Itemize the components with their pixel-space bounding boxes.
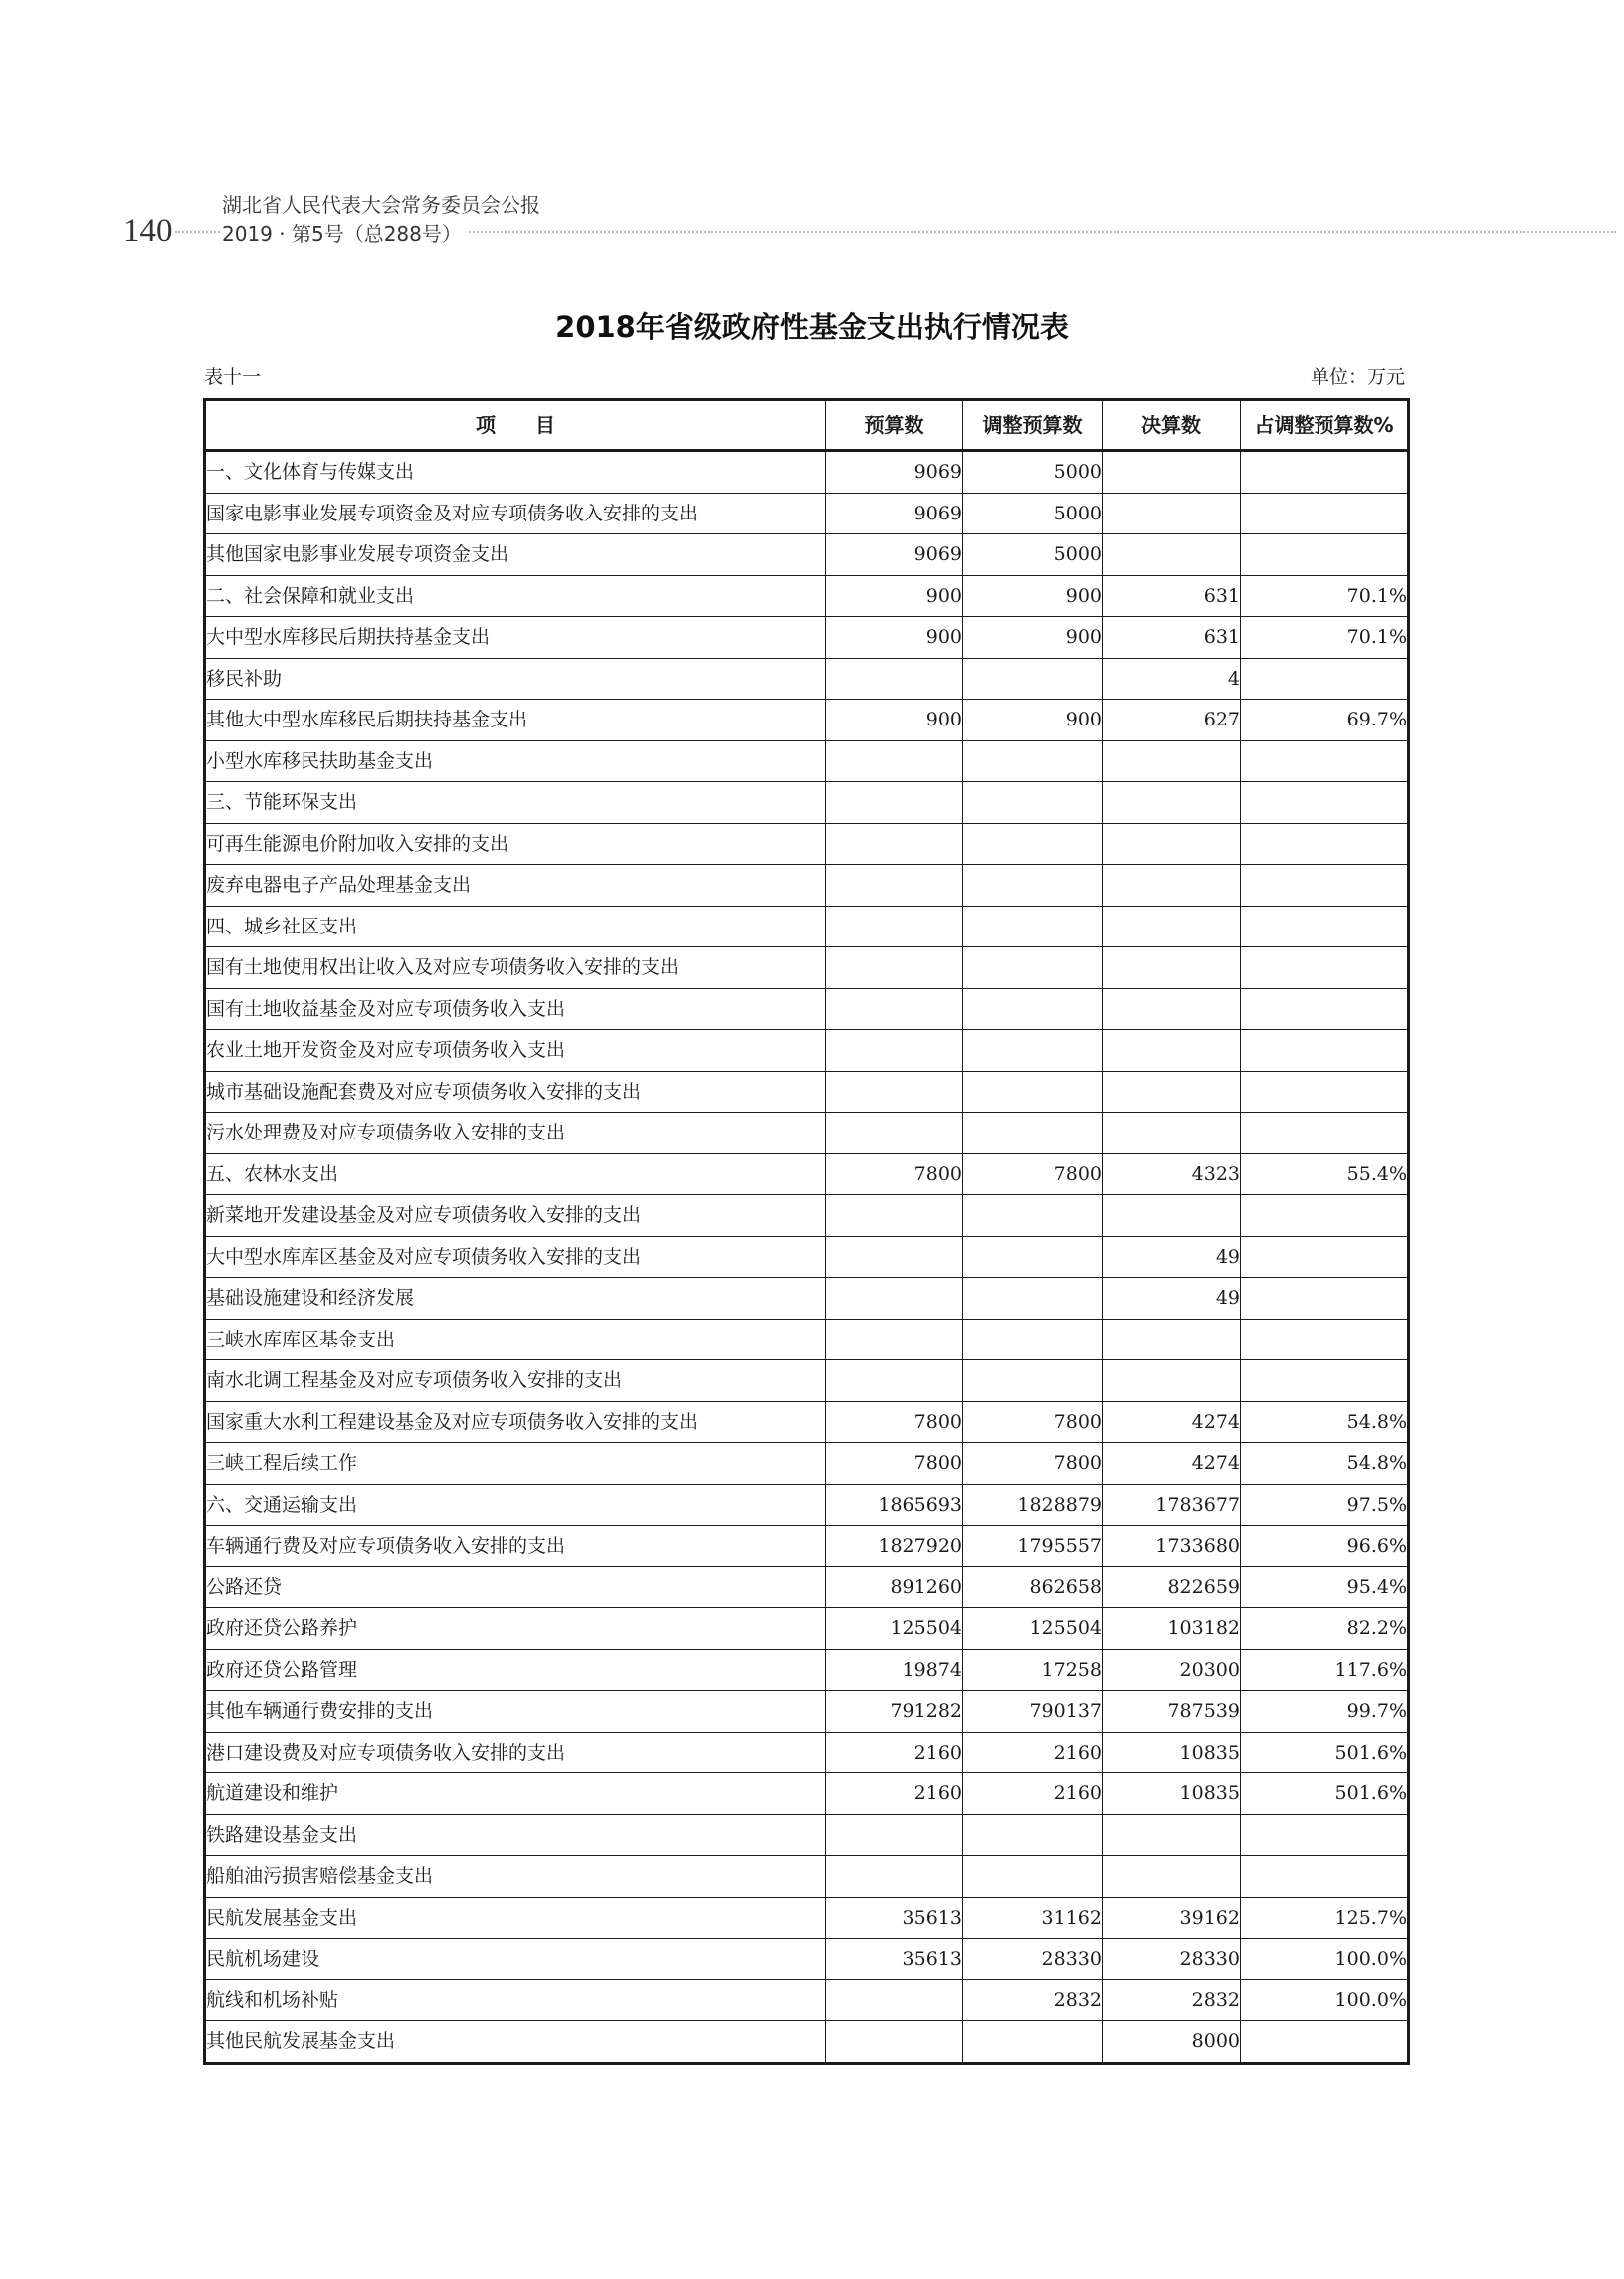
row-item: 航道建设和维护 bbox=[205, 1773, 826, 1815]
row-item: 其他车辆通行费安排的支出 bbox=[205, 1691, 826, 1733]
row-final: 627 bbox=[1103, 700, 1241, 741]
row-percent bbox=[1241, 1360, 1409, 1402]
table-row bbox=[205, 947, 1409, 989]
row-item: 港口建设费及对应专项债务收入安排的支出 bbox=[205, 1732, 826, 1773]
row-budget: 900 bbox=[826, 700, 963, 741]
table-row bbox=[205, 1732, 1409, 1773]
row-final: 822659 bbox=[1103, 1566, 1241, 1608]
row-item: 其他大中型水库移民后期扶持基金支出 bbox=[205, 700, 826, 741]
row-adjusted: 5000 bbox=[963, 493, 1103, 534]
row-percent bbox=[1241, 1113, 1409, 1154]
table-row bbox=[205, 1278, 1409, 1320]
table-row bbox=[205, 823, 1409, 865]
row-percent: 96.6% bbox=[1241, 1526, 1409, 1567]
row-adjusted: 17258 bbox=[963, 1649, 1103, 1691]
table-row bbox=[205, 1153, 1409, 1195]
row-adjusted bbox=[963, 988, 1103, 1030]
row-budget: 35613 bbox=[826, 1897, 963, 1939]
row-percent: 501.6% bbox=[1241, 1773, 1409, 1815]
row-final: 787539 bbox=[1103, 1691, 1241, 1733]
table-row bbox=[205, 1030, 1409, 1072]
table-row bbox=[205, 451, 1409, 494]
row-percent: 100.0% bbox=[1241, 1979, 1409, 2021]
row-budget bbox=[826, 1071, 963, 1113]
row-percent: 117.6% bbox=[1241, 1649, 1409, 1691]
row-budget: 7800 bbox=[826, 1443, 963, 1485]
row-percent bbox=[1241, 2021, 1409, 2064]
row-percent: 54.8% bbox=[1241, 1401, 1409, 1443]
document-title: 2018年省级政府性基金支出执行情况表 bbox=[555, 311, 1069, 344]
row-percent bbox=[1241, 1278, 1409, 1320]
row-item: 基础设施建设和经济发展 bbox=[205, 1278, 826, 1320]
row-item: 三峡工程后续工作 bbox=[205, 1443, 826, 1485]
row-item: 铁路建设基金支出 bbox=[205, 1814, 826, 1856]
row-final: 4274 bbox=[1103, 1443, 1241, 1485]
table-row bbox=[205, 1484, 1409, 1526]
row-final: 10835 bbox=[1103, 1732, 1241, 1773]
column-header-item: 项 目 bbox=[205, 400, 826, 451]
row-final bbox=[1103, 1814, 1241, 1856]
row-adjusted bbox=[963, 1278, 1103, 1320]
row-budget: 125504 bbox=[826, 1608, 963, 1650]
row-final bbox=[1103, 1113, 1241, 1154]
table-row bbox=[205, 906, 1409, 947]
table-row bbox=[205, 1526, 1409, 1567]
row-adjusted bbox=[963, 1814, 1103, 1856]
row-adjusted: 900 bbox=[963, 700, 1103, 741]
row-adjusted bbox=[963, 1856, 1103, 1898]
row-item: 新菜地开发建设基金及对应专项债务收入安排的支出 bbox=[205, 1195, 826, 1237]
row-adjusted: 790137 bbox=[963, 1691, 1103, 1733]
table-row bbox=[205, 1608, 1409, 1650]
row-percent bbox=[1241, 1319, 1409, 1360]
row-budget: 7800 bbox=[826, 1153, 963, 1195]
table-row bbox=[205, 1236, 1409, 1278]
row-adjusted: 5000 bbox=[963, 451, 1103, 494]
row-final bbox=[1103, 1071, 1241, 1113]
row-item: 三、节能环保支出 bbox=[205, 782, 826, 824]
row-budget: 1827920 bbox=[826, 1526, 963, 1567]
row-adjusted: 1828879 bbox=[963, 1484, 1103, 1526]
row-budget: 7800 bbox=[826, 1401, 963, 1443]
row-final: 39162 bbox=[1103, 1897, 1241, 1939]
row-adjusted bbox=[963, 782, 1103, 824]
row-item: 农业土地开发资金及对应专项债务收入支出 bbox=[205, 1030, 826, 1072]
table-row bbox=[205, 1113, 1409, 1154]
row-final: 10835 bbox=[1103, 1773, 1241, 1815]
table-header-row bbox=[205, 400, 1409, 451]
table-row bbox=[205, 2021, 1409, 2064]
journal-name: 湖北省人民代表大会常务委员会公报 bbox=[222, 193, 540, 217]
row-final: 2832 bbox=[1103, 1979, 1241, 2021]
row-percent: 501.6% bbox=[1241, 1732, 1409, 1773]
row-item: 其他民航发展基金支出 bbox=[205, 2021, 826, 2064]
row-adjusted: 2160 bbox=[963, 1732, 1103, 1773]
row-item: 可再生能源电价附加收入安排的支出 bbox=[205, 823, 826, 865]
row-item: 政府还贷公路管理 bbox=[205, 1649, 826, 1691]
row-final bbox=[1103, 865, 1241, 907]
row-final bbox=[1103, 1030, 1241, 1072]
row-budget: 891260 bbox=[826, 1566, 963, 1608]
row-final: 20300 bbox=[1103, 1649, 1241, 1691]
row-item: 污水处理费及对应专项债务收入安排的支出 bbox=[205, 1113, 826, 1154]
row-budget bbox=[826, 1814, 963, 1856]
row-item: 其他国家电影事业发展专项资金支出 bbox=[205, 534, 826, 576]
table-row bbox=[205, 617, 1409, 659]
row-item: 船舶油污损害赔偿基金支出 bbox=[205, 1856, 826, 1898]
row-final: 49 bbox=[1103, 1236, 1241, 1278]
row-percent: 70.1% bbox=[1241, 575, 1409, 617]
table-row bbox=[205, 865, 1409, 907]
row-adjusted: 900 bbox=[963, 617, 1103, 659]
row-adjusted bbox=[963, 658, 1103, 700]
row-percent bbox=[1241, 1195, 1409, 1237]
row-final bbox=[1103, 1195, 1241, 1237]
row-item: 小型水库移民扶助基金支出 bbox=[205, 740, 826, 782]
row-adjusted bbox=[963, 1319, 1103, 1360]
row-adjusted bbox=[963, 1195, 1103, 1237]
row-percent bbox=[1241, 1814, 1409, 1856]
row-percent bbox=[1241, 988, 1409, 1030]
row-item: 移民补助 bbox=[205, 658, 826, 700]
column-header-final: 决算数 bbox=[1103, 400, 1241, 451]
row-budget bbox=[826, 1236, 963, 1278]
table-row bbox=[205, 782, 1409, 824]
row-percent bbox=[1241, 493, 1409, 534]
row-budget bbox=[826, 782, 963, 824]
row-item: 航线和机场补贴 bbox=[205, 1979, 826, 2021]
row-percent bbox=[1241, 906, 1409, 947]
row-adjusted bbox=[963, 1236, 1103, 1278]
row-item: 废弃电器电子产品处理基金支出 bbox=[205, 865, 826, 907]
row-percent bbox=[1241, 534, 1409, 576]
row-final: 4 bbox=[1103, 658, 1241, 700]
row-final bbox=[1103, 1319, 1241, 1360]
table-label: 表十一 bbox=[204, 366, 262, 388]
row-final: 1733680 bbox=[1103, 1526, 1241, 1567]
row-adjusted: 7800 bbox=[963, 1443, 1103, 1485]
row-budget: 791282 bbox=[826, 1691, 963, 1733]
row-budget bbox=[826, 1113, 963, 1154]
table-row bbox=[205, 1773, 1409, 1815]
row-final: 631 bbox=[1103, 617, 1241, 659]
row-item: 民航发展基金支出 bbox=[205, 1897, 826, 1939]
row-budget: 9069 bbox=[826, 493, 963, 534]
row-final: 8000 bbox=[1103, 2021, 1241, 2064]
row-final bbox=[1103, 1360, 1241, 1402]
row-item: 国家电影事业发展专项资金及对应专项债务收入安排的支出 bbox=[205, 493, 826, 534]
table-row bbox=[205, 575, 1409, 617]
table-row bbox=[205, 1814, 1409, 1856]
row-budget bbox=[826, 1195, 963, 1237]
row-adjusted: 900 bbox=[963, 575, 1103, 617]
column-header-budget: 预算数 bbox=[826, 400, 963, 451]
row-final: 4274 bbox=[1103, 1401, 1241, 1443]
row-percent bbox=[1241, 740, 1409, 782]
table-row bbox=[205, 658, 1409, 700]
row-adjusted: 2160 bbox=[963, 1773, 1103, 1815]
row-budget bbox=[826, 1319, 963, 1360]
row-budget bbox=[826, 740, 963, 782]
row-adjusted bbox=[963, 947, 1103, 989]
table-row bbox=[205, 1319, 1409, 1360]
row-adjusted bbox=[963, 906, 1103, 947]
row-budget bbox=[826, 1979, 963, 2021]
row-budget: 9069 bbox=[826, 534, 963, 576]
row-adjusted: 5000 bbox=[963, 534, 1103, 576]
table-row bbox=[205, 988, 1409, 1030]
row-item: 六、交通运输支出 bbox=[205, 1484, 826, 1526]
table-row bbox=[205, 1071, 1409, 1113]
row-item: 大中型水库库区基金及对应专项债务收入安排的支出 bbox=[205, 1236, 826, 1278]
unit-label: 单位：万元 bbox=[1310, 366, 1405, 388]
row-percent bbox=[1241, 823, 1409, 865]
row-adjusted bbox=[963, 865, 1103, 907]
row-final bbox=[1103, 451, 1241, 494]
row-item: 大中型水库移民后期扶持基金支出 bbox=[205, 617, 826, 659]
row-percent: 125.7% bbox=[1241, 1897, 1409, 1939]
row-adjusted bbox=[963, 2021, 1103, 2064]
row-percent: 69.7% bbox=[1241, 700, 1409, 741]
column-header-percent: 占调整预算数% bbox=[1241, 400, 1409, 451]
row-budget: 2160 bbox=[826, 1732, 963, 1773]
row-final bbox=[1103, 988, 1241, 1030]
row-item: 国有土地收益基金及对应专项债务收入支出 bbox=[205, 988, 826, 1030]
row-item: 四、城乡社区支出 bbox=[205, 906, 826, 947]
row-percent: 54.8% bbox=[1241, 1443, 1409, 1485]
row-adjusted: 7800 bbox=[963, 1401, 1103, 1443]
row-budget: 9069 bbox=[826, 451, 963, 494]
row-adjusted bbox=[963, 1360, 1103, 1402]
row-budget bbox=[826, 658, 963, 700]
row-adjusted: 7800 bbox=[963, 1153, 1103, 1195]
row-percent: 82.2% bbox=[1241, 1608, 1409, 1650]
row-adjusted bbox=[963, 1071, 1103, 1113]
row-budget bbox=[826, 906, 963, 947]
page-number: 140 bbox=[123, 213, 173, 249]
row-budget: 900 bbox=[826, 617, 963, 659]
row-adjusted: 31162 bbox=[963, 1897, 1103, 1939]
table-row bbox=[205, 740, 1409, 782]
row-percent: 95.4% bbox=[1241, 1566, 1409, 1608]
row-budget bbox=[826, 865, 963, 907]
row-adjusted: 862658 bbox=[963, 1566, 1103, 1608]
row-item: 政府还贷公路养护 bbox=[205, 1608, 826, 1650]
row-budget bbox=[826, 823, 963, 865]
row-final: 103182 bbox=[1103, 1608, 1241, 1650]
row-final bbox=[1103, 823, 1241, 865]
table-row bbox=[205, 1979, 1409, 2021]
row-budget: 19874 bbox=[826, 1649, 963, 1691]
row-percent: 100.0% bbox=[1241, 1939, 1409, 1980]
row-percent bbox=[1241, 658, 1409, 700]
row-item: 车辆通行费及对应专项债务收入安排的支出 bbox=[205, 1526, 826, 1567]
table-row bbox=[205, 700, 1409, 741]
row-item: 城市基础设施配套费及对应专项债务收入安排的支出 bbox=[205, 1071, 826, 1113]
row-final bbox=[1103, 782, 1241, 824]
row-final bbox=[1103, 534, 1241, 576]
row-item: 五、农林水支出 bbox=[205, 1153, 826, 1195]
row-percent bbox=[1241, 451, 1409, 494]
table-row bbox=[205, 1939, 1409, 1980]
row-item: 国有土地使用权出让收入及对应专项债务收入安排的支出 bbox=[205, 947, 826, 989]
row-final: 631 bbox=[1103, 575, 1241, 617]
row-percent bbox=[1241, 1030, 1409, 1072]
row-final bbox=[1103, 493, 1241, 534]
row-adjusted bbox=[963, 823, 1103, 865]
row-budget bbox=[826, 988, 963, 1030]
row-budget bbox=[826, 2021, 963, 2064]
row-final bbox=[1103, 906, 1241, 947]
row-adjusted: 2832 bbox=[963, 1979, 1103, 2021]
row-adjusted: 28330 bbox=[963, 1939, 1103, 1980]
row-adjusted bbox=[963, 1113, 1103, 1154]
row-item: 公路还贷 bbox=[205, 1566, 826, 1608]
row-percent: 99.7% bbox=[1241, 1691, 1409, 1733]
row-percent bbox=[1241, 947, 1409, 989]
row-budget bbox=[826, 1278, 963, 1320]
row-budget bbox=[826, 1360, 963, 1402]
table-body bbox=[205, 451, 1409, 2064]
row-adjusted bbox=[963, 740, 1103, 782]
journal-issue: 2019 · 第5号（总288号） bbox=[222, 221, 468, 247]
row-final bbox=[1103, 740, 1241, 782]
table-row bbox=[205, 1195, 1409, 1237]
table-row bbox=[205, 493, 1409, 534]
row-adjusted: 1795557 bbox=[963, 1526, 1103, 1567]
row-percent bbox=[1241, 1236, 1409, 1278]
row-item: 国家重大水利工程建设基金及对应专项债务收入安排的支出 bbox=[205, 1401, 826, 1443]
table-row bbox=[205, 1360, 1409, 1402]
column-header-adjusted: 调整预算数 bbox=[963, 400, 1103, 451]
row-item: 二、社会保障和就业支出 bbox=[205, 575, 826, 617]
row-percent bbox=[1241, 1856, 1409, 1898]
table-row bbox=[205, 1856, 1409, 1898]
row-final: 49 bbox=[1103, 1278, 1241, 1320]
row-budget: 35613 bbox=[826, 1939, 963, 1980]
row-item: 民航机场建设 bbox=[205, 1939, 826, 1980]
row-adjusted bbox=[963, 1030, 1103, 1072]
row-final bbox=[1103, 947, 1241, 989]
table-row bbox=[205, 1897, 1409, 1939]
row-final: 1783677 bbox=[1103, 1484, 1241, 1526]
table-row bbox=[205, 1649, 1409, 1691]
table-row bbox=[205, 1443, 1409, 1485]
row-budget bbox=[826, 1030, 963, 1072]
row-percent: 97.5% bbox=[1241, 1484, 1409, 1526]
expenditure-table bbox=[203, 398, 1410, 2065]
row-final bbox=[1103, 1856, 1241, 1898]
row-budget bbox=[826, 1856, 963, 1898]
row-budget: 900 bbox=[826, 575, 963, 617]
row-budget: 2160 bbox=[826, 1773, 963, 1815]
row-percent bbox=[1241, 782, 1409, 824]
row-percent bbox=[1241, 865, 1409, 907]
row-final: 4323 bbox=[1103, 1153, 1241, 1195]
table-row bbox=[205, 534, 1409, 576]
row-item: 三峡水库库区基金支出 bbox=[205, 1319, 826, 1360]
table-row bbox=[205, 1566, 1409, 1608]
row-percent bbox=[1241, 1071, 1409, 1113]
row-budget: 1865693 bbox=[826, 1484, 963, 1526]
row-item: 南水北调工程基金及对应专项债务收入安排的支出 bbox=[205, 1360, 826, 1402]
row-percent: 70.1% bbox=[1241, 617, 1409, 659]
table-row bbox=[205, 1401, 1409, 1443]
row-item: 一、文化体育与传媒支出 bbox=[205, 451, 826, 494]
row-final: 28330 bbox=[1103, 1939, 1241, 1980]
row-adjusted: 125504 bbox=[963, 1608, 1103, 1650]
table-row bbox=[205, 1691, 1409, 1733]
row-budget bbox=[826, 947, 963, 989]
row-percent: 55.4% bbox=[1241, 1153, 1409, 1195]
